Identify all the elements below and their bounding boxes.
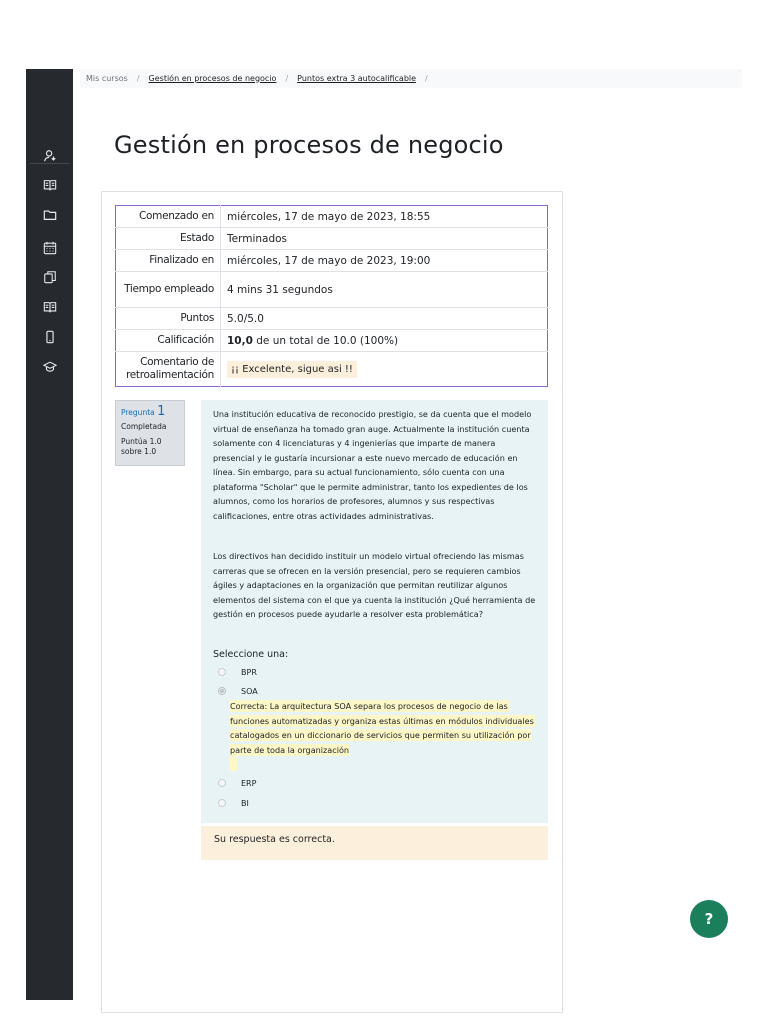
book-icon	[43, 300, 57, 314]
question-info	[115, 400, 185, 466]
specific-feedback	[229, 699, 534, 771]
summary-value: Terminados	[221, 228, 548, 250]
question-text: Los directivos han decidido instituir un modelo virtual ofreciendo las mismas carreras que se ofrecen en la versión presencial, pero se requieren cambios ágiles y adaptaciones en la organización que permitan reutilizar algunos elementos del sistema con el que ya cuenta la institución ¿Qué herramienta de gestión en procesos puede ayudarle a resolver esta problemática?	[213, 551, 536, 619]
summary-value: 4 mins 31 segundos	[221, 272, 548, 308]
sidebar-item-grades[interactable]	[26, 356, 73, 378]
folder-icon	[43, 208, 57, 222]
radio-button[interactable]	[218, 799, 226, 807]
question-mark	[121, 437, 179, 457]
summary-row-points	[116, 308, 548, 330]
summary-value: miércoles, 17 de mayo de 2023, 18:55	[227, 210, 431, 223]
breadcrumb-my-courses[interactable]: Mis cursos	[86, 73, 128, 83]
breadcrumb-separator: /	[136, 73, 140, 83]
question-content	[201, 400, 548, 823]
copy-icon	[43, 270, 57, 284]
summary-label: Finalizado en	[116, 250, 221, 272]
summary-value	[221, 352, 548, 387]
calendar-icon	[43, 241, 57, 255]
summary-label: Estado	[116, 228, 221, 250]
radio-button[interactable]	[218, 687, 226, 695]
specific-feedback-text: Correcta: La arquitectura SOA separa los procesos de negocio de las funciones automatizadas y organiza estas últimas en módulos individuales catalogados en un diccionario de servicios que permiten su utilización por parte de toda la organización	[230, 701, 534, 755]
book-icon	[43, 178, 57, 192]
summary-value	[221, 330, 548, 352]
answer-option-erp[interactable]	[218, 776, 256, 790]
help-button[interactable]: ?	[690, 900, 728, 938]
summary-label: Comenzado en	[116, 206, 221, 228]
summary-label: Calificación	[116, 330, 221, 352]
user-icon	[43, 149, 57, 163]
option-label: BI	[241, 798, 249, 808]
summary-label: Puntos	[116, 308, 221, 330]
attempt-summary-table	[115, 205, 548, 387]
summary-value: miércoles, 17 de mayo de 2023, 19:00	[221, 250, 548, 272]
breadcrumb-separator: /	[425, 73, 428, 83]
graduation-cap-icon	[43, 360, 57, 374]
grade-total: de un total de 10.0 (100%)	[256, 334, 399, 347]
sidebar-item-files[interactable]	[26, 204, 73, 226]
question-label: Pregunta	[121, 408, 155, 417]
answer-option-bpr[interactable]	[218, 665, 257, 679]
summary-row-started	[116, 206, 548, 228]
overall-feedback: ¡¡ Excelente, sigue asi !!	[227, 361, 357, 378]
sidebar-item-content[interactable]	[26, 266, 73, 288]
summary-label: Comentario de retroalimentación	[116, 352, 221, 387]
answer-prompt: Seleccione una:	[213, 649, 289, 660]
option-label: BPR	[241, 667, 257, 677]
option-label: SOA	[241, 686, 258, 696]
summary-row-feedback	[116, 352, 548, 387]
breadcrumb-course[interactable]: Gestión en procesos de negocio	[148, 73, 277, 83]
question-state: Completada	[121, 422, 167, 431]
breadcrumb	[86, 71, 437, 85]
breadcrumb-activity[interactable]: Puntos extra 3 autocalificable	[297, 73, 417, 83]
answer-option-bi[interactable]	[218, 796, 249, 810]
question-mark-line: sobre 1.0	[121, 447, 157, 456]
summary-value: 5.0/5.0	[221, 308, 548, 330]
question-text: Una institución educativa de reconocido prestigio, se da cuenta que el modelo virtual de enseñanza ha tomado gran auge. Actualmente la institución cuenta solamente con 4 licenciaturas y 4 ingenierías que imparte de manera presencial y le gustaría incursionar a este nuevo mercado de educación en línea. Sin embargo, para su actual funcionamiento, sólo cuenta con una plataforma "Scholar" que le permite administrar, tanto los expedientes de los alumnos, como los horarios de profesores, alumnos y sus respectivas calificaciones, entre otras actividades administrativas.	[213, 409, 532, 521]
sidebar-item-mobile[interactable]	[26, 326, 73, 348]
sidebar	[26, 69, 73, 1000]
summary-label: Tiempo empleado	[116, 272, 221, 308]
breadcrumb-separator: /	[285, 73, 289, 83]
grade-score: 10,0	[227, 334, 253, 347]
summary-row-finished	[116, 250, 548, 272]
question-mark-line: Puntúa 1.0	[121, 437, 162, 446]
answer-option-soa[interactable]	[218, 684, 258, 698]
mobile-icon	[43, 330, 57, 344]
feedback-highlight-tail	[229, 757, 237, 771]
radio-button[interactable]	[218, 668, 226, 676]
radio-button[interactable]	[218, 779, 226, 787]
summary-row-grade	[116, 330, 548, 352]
sidebar-item-calendar[interactable]	[26, 237, 73, 259]
sidebar-item-library[interactable]	[26, 296, 73, 318]
option-label: ERP	[241, 778, 257, 788]
summary-row-state	[116, 228, 548, 250]
sidebar-item-courses[interactable]	[26, 174, 73, 196]
question-number: 1	[157, 404, 166, 419]
sidebar-divider	[30, 163, 69, 164]
summary-row-time	[116, 272, 548, 308]
outcome-feedback: Su respuesta es correcta.	[201, 826, 548, 860]
page-title: Gestión en procesos de negocio	[114, 131, 504, 159]
